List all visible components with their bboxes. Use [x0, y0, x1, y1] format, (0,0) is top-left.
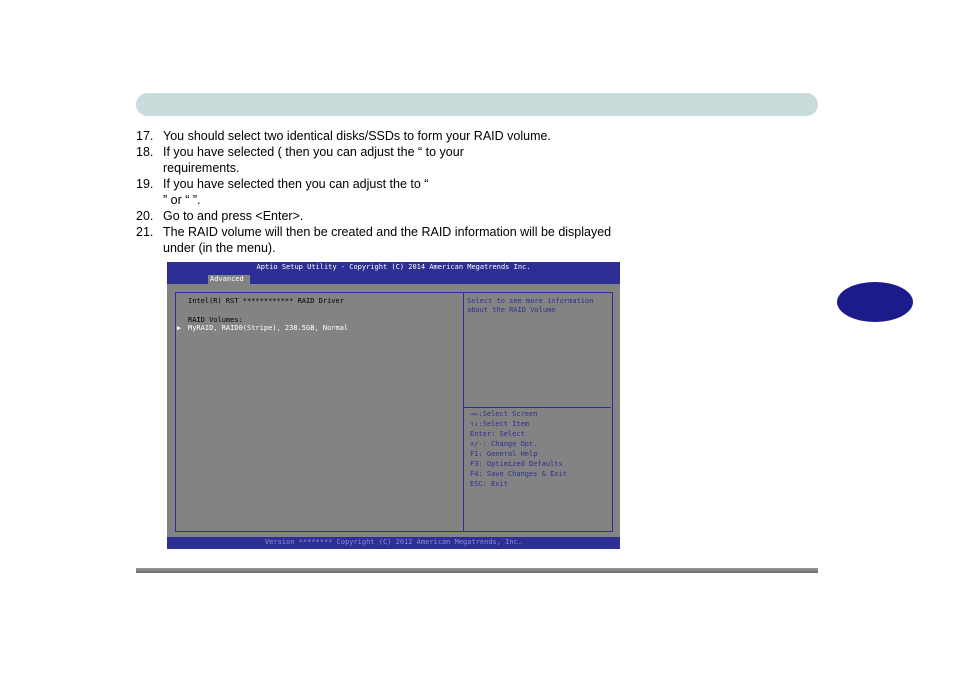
bios-title: Aptio Setup Utility - Copyright (C) 2014 American Megatrends Inc. [256, 263, 531, 271]
raid-driver-line: Intel(R) RST ************ RAID Driver [188, 297, 344, 305]
page-footer-rule [136, 568, 818, 573]
step-text: Go to and press <Enter>. [163, 209, 304, 223]
step-number: 17. [136, 129, 154, 143]
step-number: 19. [136, 177, 154, 191]
chapter-side-tab [837, 282, 913, 322]
chapter-header-bar [136, 93, 818, 116]
bios-title-bar [167, 262, 620, 284]
selection-arrow-icon: ▶ [177, 324, 182, 332]
bios-footer-bar [167, 537, 620, 549]
key-change-opt: +/-: Change Opt. [470, 440, 538, 448]
raid-volume-entry[interactable]: MyRAID, RAID0(Stripe), 238.5GB, Normal [188, 324, 349, 332]
key-optimized-defaults: F3: Optimized Defaults [470, 460, 563, 468]
step-number: 21. [136, 225, 154, 239]
help-text-line-1: Select to see more information [467, 297, 594, 305]
bios-footer-text: Version ******** Copyright (C) 2012 American Megatrends, Inc. [264, 538, 523, 546]
key-select-screen: →←:Select Screen [470, 410, 538, 418]
key-select-item: ↑↓:Select Item [470, 420, 530, 428]
bios-help-divider [463, 407, 611, 408]
key-general-help: F1: General Help [470, 450, 538, 458]
step-text: The RAID volume will then be created and the RAID information will be displayed [163, 225, 612, 239]
step-text: If you have selected ( then you can adjust the “ to your [163, 145, 464, 159]
key-save-exit: F4: Save Changes & Exit [470, 470, 567, 478]
step-number: 20. [136, 209, 154, 223]
step-text: If you have selected then you can adjust the to “ [163, 177, 429, 191]
step-text: requirements. [163, 161, 240, 175]
raid-volumes-label: RAID Volumes: [188, 316, 243, 324]
bios-vertical-divider [463, 292, 464, 532]
step-number: 18. [136, 145, 154, 159]
step-text: You should select two identical disks/SSDs to form your RAID volume. [163, 129, 551, 143]
key-enter-select: Enter: Select [470, 430, 525, 438]
bios-screenshot [167, 262, 620, 549]
step-text: ” or “ ”. [163, 193, 201, 207]
key-esc-exit: ESC: Exit [470, 480, 508, 488]
step-text: under (in the menu). [163, 241, 276, 255]
help-text-line-2: about the RAID Volume [467, 306, 556, 314]
tab-advanced[interactable]: Advanced [208, 275, 250, 284]
